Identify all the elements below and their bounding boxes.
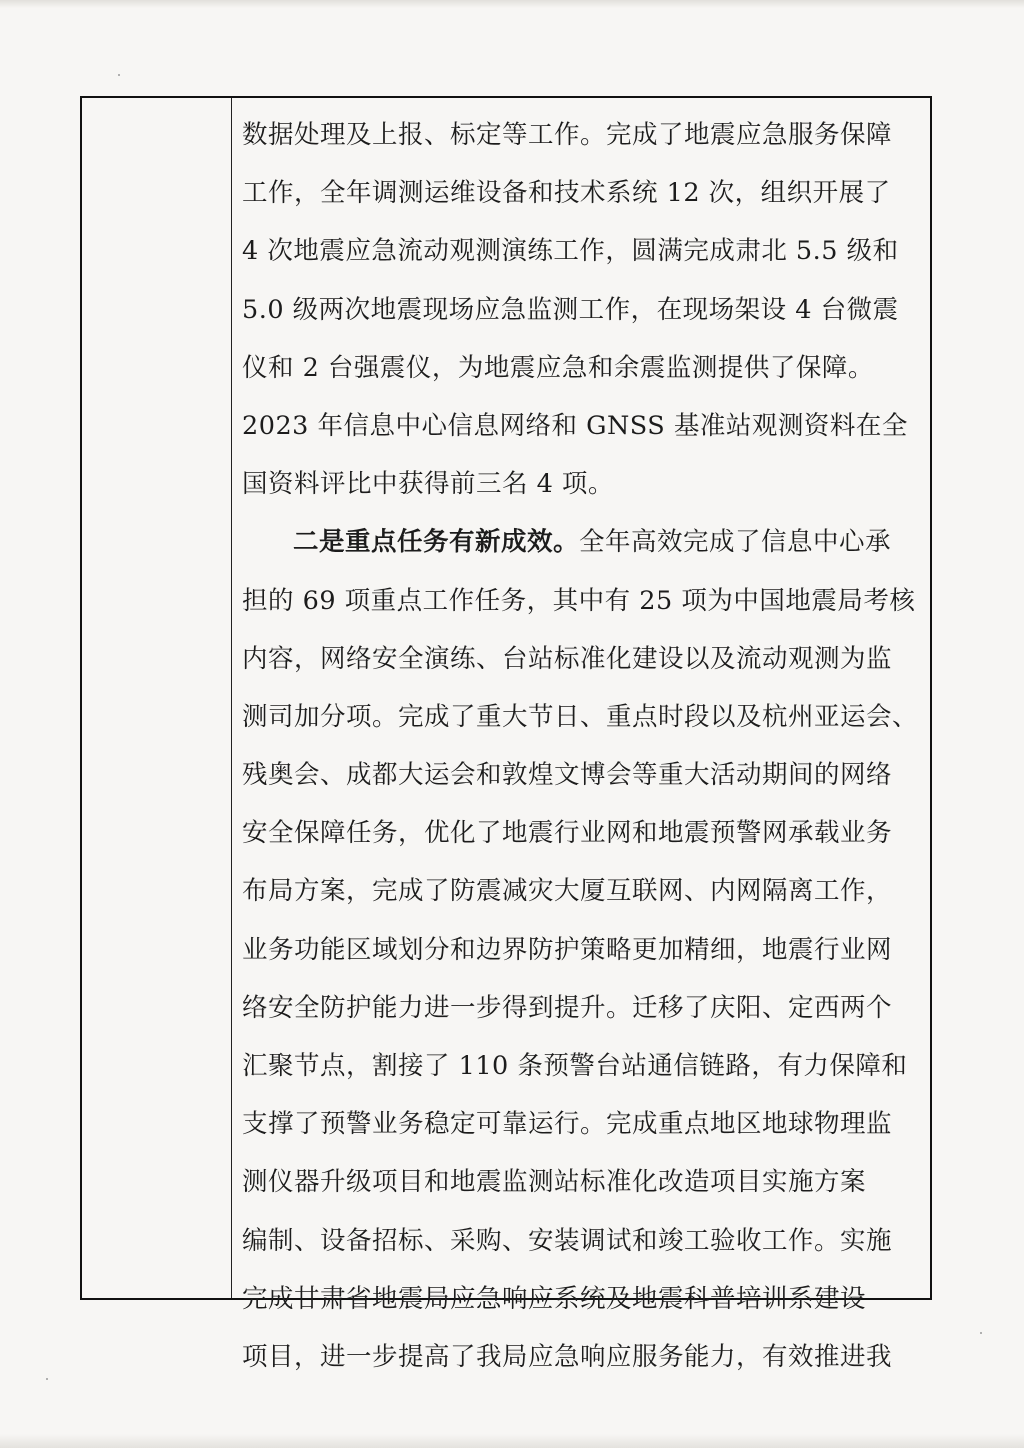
text-line: 残奥会、成都大运会和敦煌文博会等重大活动期间的网络	[242, 760, 893, 791]
text-line: 2023 年信息中心信息网络和 GNSS 基准站观测资料在全	[242, 410, 908, 441]
text-line: 担的 69 项重点工作任务，其中有 25 项为中国地震局考核	[242, 585, 916, 616]
text-line: 络安全防护能力进一步得到提升。迁移了庆阳、定西两个	[242, 992, 893, 1023]
table-label-column	[82, 98, 232, 1298]
text-line: 仪和 2 台强震仪，为地震应急和余震监测提供了保障。	[242, 352, 874, 383]
text-line: 5.0 级两次地震现场应急监测工作，在现场架设 4 台微震	[242, 294, 899, 325]
text-line: 安全保障任务，优化了地震行业网和地震预警网承载业务	[242, 818, 893, 849]
text-line: 数据处理及上报、标定等工作。完成了地震应急服务保障	[242, 120, 893, 150]
text-line: 内容，网络安全演练、台站标准化建设以及流动观测为监	[242, 643, 893, 674]
paragraph-heading: 二是重点任务有新成效。	[293, 527, 580, 558]
text-line: 测司加分项。完成了重大节日、重点时段以及杭州亚运会、	[242, 701, 919, 732]
text-line: 项目，进一步提高了我局应急响应服务能力，有效推进我	[242, 1341, 893, 1372]
text-line: 编制、设备招标、采购、安装调试和竣工验收工作。实施	[242, 1225, 893, 1256]
text-line: 支撑了预警业务稳定可靠运行。完成重点地区地球物理监	[242, 1109, 893, 1140]
text-line: 工作，全年调测运维设备和技术系统 12 次，组织开展了	[242, 178, 891, 209]
text-line: 汇聚节点，割接了 110 条预警台站通信链路，有力保障和	[242, 1051, 908, 1081]
text-line: 测仪器升级项目和地震监测站标准化改造项目实施方案	[242, 1167, 867, 1198]
scan-speck	[46, 1378, 48, 1380]
document-table	[80, 96, 932, 1372]
paragraph-text: 全年高效完成了信息中心承	[579, 527, 892, 558]
text-line: 布局方案，完成了防震减灾大厦互联网、内网隔离工作，	[242, 876, 893, 907]
text-line: 完成甘肃省地震局应急响应系统及地震科普培训系建设	[242, 1283, 867, 1314]
text-line: 国资料评比中获得前三名 4 项。	[242, 469, 614, 500]
text-line: 4 次地震应急流动观测演练工作，圆满完成肃北 5.5 级和	[242, 236, 899, 267]
text-line: 业务功能区域划分和边界防护策略更加精细，地震行业网	[242, 934, 893, 965]
table-content-cell	[242, 106, 922, 1386]
scan-speck	[980, 1332, 982, 1334]
paragraph-two-first-line	[242, 513, 922, 571]
scan-bottom-edge	[0, 1434, 1024, 1448]
scan-top-edge	[0, 0, 1024, 8]
scan-speck	[118, 74, 120, 76]
